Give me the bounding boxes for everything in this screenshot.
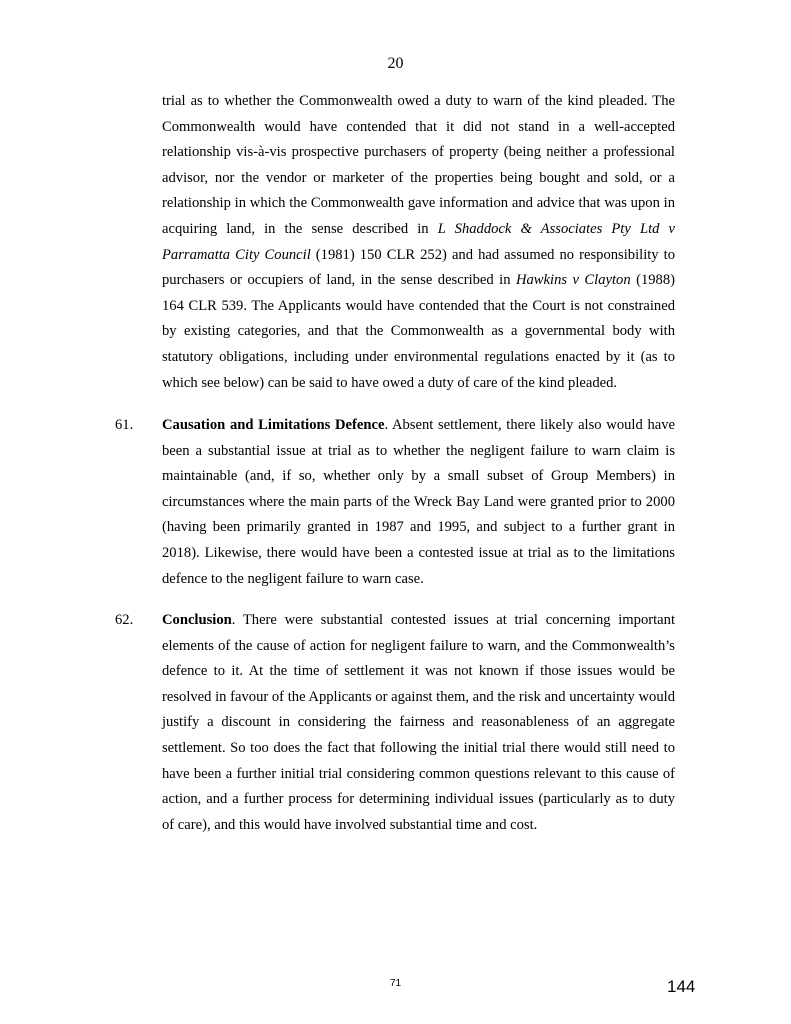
bundle-page-number: 144 xyxy=(667,977,696,996)
paragraph-text: . There were substantial contested issues at trial concerning important elements of the cause of action for negligent failure to warn, and the Commonwealth’s defence to it. At the time of settlement it was not known if those issues would be resolved in favour of the Applicants or against them, and the risk and uncertainty would justify a discount in considering the fairness and reasonableness of an aggregate settlement. So too does the fact that following the initial trial there would still need to have been a further initial trial considering common questions relevant to this cause of action, and a further process for determining individual issues (particularly as to duty of care), and this would have involved substantial time and cost. xyxy=(162,612,675,833)
paragraph-text: trial as to whether the Commonwealth owed a duty to warn of the kind pleaded. The Commonwealth would have contended that it did not stand in a well-accepted relationship vis-à-vis prospective purchasers of property (being neither a professional advisor, nor the vendor or marketer of the properties being bought and sold, or a relationship in which the Commonwealth gave information and advice that was upon in acquiring land, in the sense described in xyxy=(162,93,675,237)
paragraph-heading: Causation and Limitations Defence xyxy=(162,417,385,433)
case-citation: L Shaddock & Associates Pty Ltd v Parramatta City Council xyxy=(162,220,675,263)
paragraph-text: . Absent settlement, there likely also would have been a substantial issue at trial as to whether the negligent failure to warn claim is maintainable (and, if so, whether only by a small subset of Group Members) in circumstances where the main parts of the Wreck Bay Land were granted prior to 2000 (having been primarily granted in 1987 and 1995, and subject to a further grant in 2018). Likewise, there would have been a contested issue at trial as to the limitations defence to the negligent failure to warn case. xyxy=(162,417,675,587)
paragraph-62 xyxy=(115,608,675,838)
paragraph-number: 61. xyxy=(115,417,134,433)
paragraph-heading: Conclusion xyxy=(162,612,232,628)
paragraph-text: (1981) 150 CLR 252) and had assumed no responsibility to purchasers or occupiers of land, in the sense described in xyxy=(162,246,676,289)
page-number: 20 xyxy=(387,55,404,72)
footer-page-number: 71 xyxy=(389,978,402,989)
paragraph-body xyxy=(162,608,675,838)
paragraph-number: 62. xyxy=(115,612,134,628)
paragraph-body xyxy=(162,413,675,592)
case-citation: Hawkins v Clayton xyxy=(515,272,631,289)
paragraph-text: (1988) 164 CLR 539. The Applicants would have contended that the Court is not constrained by existing categories, and that the Commonwealth as a governmental body with statutory obligations, including under environmental regulations enacted by it (as to which see below) can be said to have owed a duty of care of the kind pleaded. xyxy=(162,272,675,391)
paragraph-continuation xyxy=(162,89,675,396)
paragraph-61 xyxy=(115,413,675,592)
